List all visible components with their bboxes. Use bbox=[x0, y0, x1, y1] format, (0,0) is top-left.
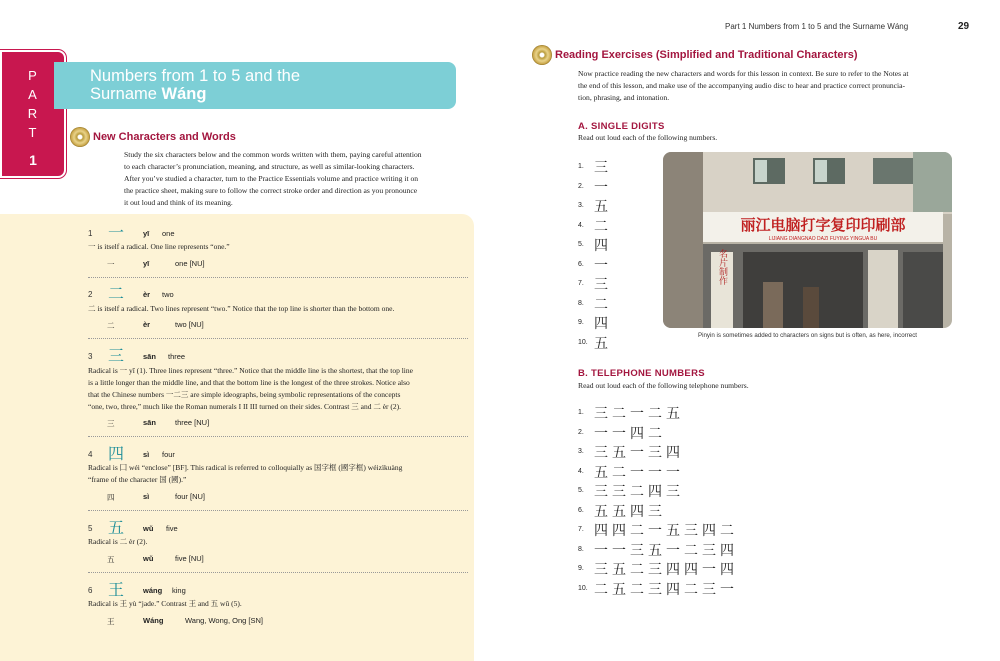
entry-pinyin: wǔ bbox=[143, 524, 154, 533]
entry-character: 二 bbox=[108, 284, 125, 303]
entry-pinyin: èr bbox=[143, 290, 151, 299]
entry-meaning: king bbox=[172, 586, 186, 595]
digit-character: 五 bbox=[594, 199, 608, 215]
telephone-label: 2. bbox=[578, 428, 584, 436]
word-character: 三 bbox=[107, 419, 115, 428]
entry-number: 4 bbox=[88, 450, 93, 459]
word-meaning: one [NU] bbox=[175, 259, 205, 268]
digit-character: 二 bbox=[594, 296, 608, 313]
telephone-numbers-instruction: Read out loud each of the following telephone numbers. bbox=[578, 381, 749, 390]
word-character: 四 bbox=[107, 493, 115, 502]
reading-intro bbox=[578, 68, 956, 104]
word-pinyin: Wáng bbox=[143, 616, 164, 625]
entry-character: 一 bbox=[108, 223, 125, 242]
digit-label: 2. bbox=[578, 182, 584, 190]
telephone-numbers-title: B. TELEPHONE NUMBERS bbox=[578, 368, 705, 379]
digit-label: 9. bbox=[578, 319, 584, 326]
entry-number: 3 bbox=[88, 352, 93, 361]
entry-word-row bbox=[107, 418, 307, 430]
entry-meaning: three bbox=[168, 352, 186, 361]
word-pinyin: sì bbox=[143, 492, 150, 501]
entry-explanation-line: “one, two, three,” much like the Roman numerals I II III turned on their sides. Contrast 三 and 二 èr (2). bbox=[88, 402, 402, 411]
intro-line: it out loud and think of its meaning. bbox=[124, 198, 233, 207]
telephone-characters: 三五二三四四一四 bbox=[594, 562, 738, 578]
digit-character: 三 bbox=[594, 160, 608, 176]
part-letter: P bbox=[28, 68, 38, 83]
word-meaning: five [NU] bbox=[175, 554, 204, 563]
entry-word-row bbox=[107, 554, 307, 566]
digit-character: 一 bbox=[594, 179, 608, 196]
digit-label: 5. bbox=[578, 241, 584, 248]
digit-character: 一 bbox=[594, 257, 608, 274]
telephone-label: 7. bbox=[578, 526, 584, 533]
entry-explanation bbox=[88, 241, 466, 253]
telephone-characters: 二五二三四二三一 bbox=[594, 581, 738, 598]
word-character: 五 bbox=[107, 555, 115, 564]
word-meaning: Wang, Wong, Ong [SN] bbox=[185, 616, 263, 625]
word-pinyin: èr bbox=[143, 320, 151, 329]
entry-explanation-line: Radical is 囗 wéi “enclose” [BF]. This radical is referred to colloquially as 国字框 (國字框) wéizìkuàng bbox=[88, 463, 403, 472]
word-pinyin: wǔ bbox=[143, 554, 154, 563]
entry-word-row bbox=[107, 492, 307, 504]
word-character: 二 bbox=[107, 321, 115, 330]
entry-explanation-line: 一 is itself a radical. One line represents “one.” bbox=[88, 242, 230, 251]
entry-explanation-line: 二 is itself a radical. Two lines represent “two.” Notice that the top line is shorter than the bottom one. bbox=[88, 304, 395, 313]
lesson-title-prefix: Surname bbox=[90, 85, 162, 103]
running-head: Part 1 Numbers from 1 to 5 and the Surname Wáng bbox=[725, 22, 909, 31]
word-meaning: four [NU] bbox=[175, 492, 206, 501]
intro-line: tion, phrasing, and intonation. bbox=[578, 93, 670, 102]
entry-pinyin: sì bbox=[143, 450, 150, 459]
telephone-characters: 四四二一五三四二 bbox=[594, 523, 738, 539]
section-title-new-characters: New Characters and Words bbox=[93, 131, 236, 143]
entry-meaning: one bbox=[162, 229, 175, 238]
digit-character: 四 bbox=[594, 238, 608, 254]
lesson-title-line2 bbox=[90, 85, 456, 103]
word-meaning: three [NU] bbox=[175, 418, 210, 427]
digit-label: 6. bbox=[578, 260, 584, 268]
digit-label: 3. bbox=[578, 202, 584, 209]
telephone-label: 5. bbox=[578, 487, 584, 494]
intro-line: to each character’s pronunciation, meaning, and structure, as well as similar-looking characters. bbox=[124, 162, 415, 171]
entry-word-row bbox=[107, 259, 307, 271]
store-sign-pinyin: LIJIANG DIANGNAO DAZI FUYING YINGUA BU bbox=[768, 236, 878, 242]
intro-line: the practice sheet, making sure to follow the correct stroke order and direction as you pronounce bbox=[124, 186, 418, 195]
entry-explanation-line: Radical is 一 yī (1). Three lines represent “three.” Notice that the middle line is the shortest, that the top line bbox=[88, 366, 413, 375]
entry-explanation-line: is a little longer than the middle line, and that the bottom line is the longest of the three strokes. Notice also bbox=[88, 378, 410, 387]
divider bbox=[88, 436, 468, 437]
entry-pinyin: sān bbox=[143, 352, 156, 361]
telephone-characters: 三五一三四 bbox=[594, 445, 684, 461]
divider bbox=[88, 510, 468, 511]
telephone-label: 10. bbox=[578, 584, 588, 592]
entry-explanation bbox=[88, 303, 466, 315]
word-character: 王 bbox=[107, 617, 115, 626]
word-meaning: two [NU] bbox=[175, 320, 204, 329]
word-character: 一 bbox=[107, 260, 115, 269]
lesson-title-banner bbox=[54, 62, 456, 109]
intro-line: the end of this lesson, and make use of the accompanying audio disc to hear and practice correct pronuncia- bbox=[578, 81, 906, 90]
intro-line: Now practice reading the new characters and words for this lesson in context. Be sure to refer to the Notes at bbox=[578, 69, 909, 78]
audio-cd-icon[interactable] bbox=[70, 127, 90, 147]
entry-word-row bbox=[107, 616, 327, 628]
store-sign: 丽江电脑打字复印印刷部 bbox=[740, 216, 906, 234]
section-title-reading-exercises: Reading Exercises (Simplified and Traditional Characters) bbox=[555, 49, 858, 61]
page-number: 29 bbox=[958, 21, 970, 32]
telephone-label: 3. bbox=[578, 448, 584, 455]
entry-number: 6 bbox=[88, 586, 93, 595]
telephone-characters: 三三二四三 bbox=[594, 484, 684, 500]
entry-number: 1 bbox=[88, 229, 93, 238]
digit-character: 五 bbox=[594, 335, 608, 352]
entry-meaning: five bbox=[166, 524, 178, 533]
entry-meaning: four bbox=[162, 450, 175, 459]
single-digits-instruction: Read out loud each of the following numbers. bbox=[578, 133, 718, 142]
digit-label: 7. bbox=[578, 280, 584, 287]
word-pinyin: yī bbox=[143, 259, 150, 268]
telephone-characters: 五二一一一 bbox=[594, 464, 684, 481]
entry-pinyin: yī bbox=[143, 229, 150, 238]
entry-character: 五 bbox=[108, 518, 125, 537]
telephone-characters: 一一三五一二三四 bbox=[594, 542, 738, 559]
digit-label: 4. bbox=[578, 221, 584, 229]
divider bbox=[88, 572, 468, 573]
telephone-label: 8. bbox=[578, 545, 584, 553]
entry-explanation-line: “frame of the character 国 (國).” bbox=[88, 475, 187, 484]
entry-character: 三 bbox=[108, 346, 125, 365]
digit-label: 10. bbox=[578, 338, 588, 346]
telephone-label: 1. bbox=[578, 409, 584, 416]
part-letter: R bbox=[27, 106, 39, 121]
intro-paragraph bbox=[124, 149, 464, 209]
lesson-title-surname: Wáng bbox=[161, 85, 207, 103]
entry-meaning: two bbox=[162, 290, 174, 299]
telephone-characters: 三二一二五 bbox=[594, 406, 684, 422]
entry-explanation bbox=[88, 462, 466, 486]
entry-explanation-line: that the Chinese numbers 一二三 are simple ideographs, being symbolic representations of the concepts bbox=[88, 390, 401, 399]
part-number: 1 bbox=[29, 152, 37, 168]
entry-number: 2 bbox=[88, 290, 93, 299]
vocabulary-panel-background bbox=[0, 214, 474, 661]
entry-explanation-line: Radical is 二 èr (2). bbox=[88, 537, 148, 546]
digit-character: 四 bbox=[594, 316, 608, 332]
digit-character: 三 bbox=[594, 277, 608, 293]
word-pinyin: sān bbox=[143, 418, 156, 427]
telephone-characters: 一一四二 bbox=[594, 425, 666, 442]
digit-label: 1. bbox=[578, 163, 584, 170]
part-letter: A bbox=[28, 87, 38, 102]
intro-line: After you’ve studied a character, turn to the Practice Essentials volume and practice writing it on bbox=[124, 174, 419, 183]
part-letter: T bbox=[28, 125, 38, 140]
entry-explanation bbox=[88, 598, 466, 610]
storefront-photo bbox=[663, 152, 952, 328]
entry-word-row bbox=[107, 320, 307, 332]
audio-cd-icon[interactable] bbox=[532, 45, 552, 65]
single-digits-title: A. SINGLE DIGITS bbox=[578, 121, 665, 132]
side-sign: 名片制作 bbox=[717, 249, 727, 285]
telephone-label: 9. bbox=[578, 565, 584, 572]
entry-pinyin: wáng bbox=[143, 586, 163, 595]
entry-explanation bbox=[88, 365, 466, 413]
telephone-label: 6. bbox=[578, 506, 584, 514]
divider bbox=[88, 277, 468, 278]
lesson-title-line1: Numbers from 1 to 5 and the bbox=[90, 67, 301, 85]
telephone-label: 4. bbox=[578, 467, 584, 475]
telephone-characters: 五五四三 bbox=[594, 503, 666, 520]
entry-explanation bbox=[88, 536, 466, 548]
digit-character: 二 bbox=[594, 218, 608, 235]
intro-line: Study the six characters below and the common words written with them, paying careful attention bbox=[124, 150, 422, 159]
digit-label: 8. bbox=[578, 299, 584, 307]
storefront-illustration bbox=[663, 152, 952, 328]
entry-character: 四 bbox=[108, 444, 125, 463]
divider bbox=[88, 338, 468, 339]
photo-caption: Pinyin is sometimes added to characters on signs but is often, as here, incorrect bbox=[697, 332, 918, 339]
entry-number: 5 bbox=[88, 524, 93, 533]
entry-explanation-line: Radical is 王 yù “jade.” Contrast 王 and 五 wǔ (5). bbox=[88, 599, 242, 608]
entry-character: 王 bbox=[108, 580, 125, 599]
